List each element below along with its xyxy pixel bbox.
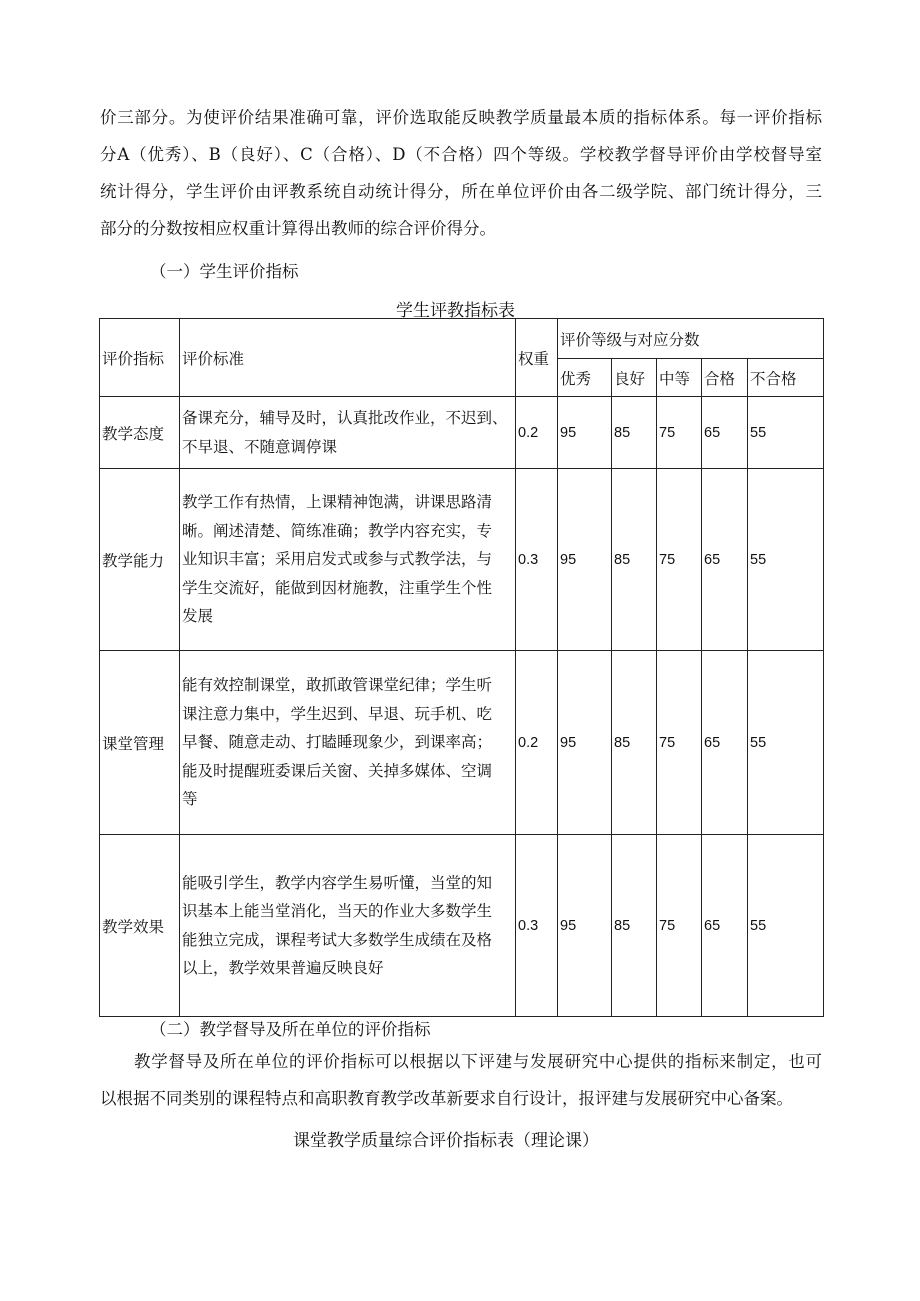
- row-score: 65: [702, 651, 748, 835]
- standard-line: 学生交流好，能做到因材施教，注重学生个性: [182, 578, 493, 597]
- row-score: 85: [612, 469, 657, 651]
- standard-line: 课注意力集中，学生迟到、早退、玩手机、吃: [182, 704, 493, 723]
- standard-line: 能独立完成，课程考试大多数学生成绩在及格: [182, 930, 493, 949]
- standard-line: 能吸引学生，教学内容学生易听懂，当堂的知: [182, 873, 493, 892]
- header-grade-group: 评价等级与对应分数: [558, 319, 824, 359]
- header-weight: 权重: [516, 319, 558, 397]
- standard-line: 能及时提醒班委课后关窗、关掉多媒体、空调: [182, 761, 493, 780]
- row-score: 55: [748, 397, 824, 469]
- header-indicator: 评价指标: [100, 319, 180, 397]
- header-standard: 评价标准: [180, 319, 516, 397]
- intro-line: 统计得分，学生评价由评教系统自动统计得分，所在单位评价由各二级学院、部门统计得分，三: [100, 182, 822, 201]
- intro-line: 部分的分数按相应权重计算得出教师的综合评价得分。: [100, 219, 496, 238]
- table-row: [100, 397, 824, 469]
- row-score: 65: [702, 835, 748, 1017]
- table-row: [100, 469, 824, 651]
- row-score: 75: [657, 651, 702, 835]
- row-score: 75: [657, 397, 702, 469]
- row-score: 55: [748, 469, 824, 651]
- row-score: 75: [657, 469, 702, 651]
- row-standard: [180, 397, 516, 469]
- intro-line: 价三部分。为使评价结果准确可靠，评价选取能反映教学质量最本质的指标体系。每一评价指标: [100, 108, 822, 127]
- table2-title: 课堂教学质量综合评价指标表（理论课）: [293, 1131, 599, 1151]
- standard-line: 识基本上能当堂消化，当天的作业大多数学生: [182, 902, 493, 920]
- row-weight: 0.2: [516, 651, 558, 835]
- row-score: 85: [612, 651, 657, 835]
- table-title: 学生评教指标表: [396, 301, 515, 321]
- row-score: 95: [558, 651, 612, 835]
- row-indicator: 课堂管理: [100, 651, 180, 835]
- intro-paragraph: [100, 99, 822, 247]
- standard-line: 能有效控制课堂，敢抓敢管课堂纪律；学生听: [182, 676, 493, 695]
- header-grade: 合格: [702, 359, 748, 397]
- header-grade: 中等: [657, 359, 702, 397]
- row-standard: [180, 651, 516, 835]
- row-standard: [180, 835, 516, 1017]
- row-weight: 0.3: [516, 469, 558, 651]
- row-score: 55: [748, 835, 824, 1017]
- supervision-paragraph: [100, 1043, 822, 1117]
- row-standard: [180, 469, 516, 651]
- standard-line: 业知识丰富；采用启发式或参与式教学法，与: [182, 550, 493, 569]
- standard-line: 等: [182, 790, 198, 809]
- row-score: 55: [748, 651, 824, 835]
- section-heading-student-evaluation: （一）学生评价指标: [150, 262, 299, 281]
- row-weight: 0.3: [516, 835, 558, 1017]
- standard-line: 教学工作有热情，上课精神饱满，讲课思路清: [182, 493, 493, 512]
- student-evaluation-table: [99, 318, 824, 1017]
- row-score: 95: [558, 835, 612, 1017]
- row-score: 75: [657, 835, 702, 1017]
- row-score: 95: [558, 469, 612, 651]
- row-score: 65: [702, 469, 748, 651]
- standard-line: 早餐、随意走动、打瞌睡现象少，到课率高；: [182, 733, 493, 752]
- header-grade: 优秀: [558, 359, 612, 397]
- row-indicator: 教学效果: [100, 835, 180, 1017]
- row-indicator: 教学能力: [100, 469, 180, 651]
- section-heading-supervision: （二）教学督导及所在单位的评价指标: [150, 1020, 431, 1039]
- header-grade: 良好: [612, 359, 657, 397]
- row-score: 95: [558, 397, 612, 469]
- row-indicator: 教学态度: [100, 397, 180, 469]
- standard-line: 晰。阐述清楚、简练准确；教学内容充实，专: [182, 521, 493, 540]
- table-header-row: [100, 319, 824, 359]
- standard-line: 以上，教学效果普遍反映良好: [182, 959, 384, 977]
- standard-line: 不早退、不随意调停课: [182, 437, 338, 456]
- row-score: 65: [702, 397, 748, 469]
- row-score: 85: [612, 397, 657, 469]
- paragraph-line: 教学督导及所在单位的评价指标可以根据以下评建与发展研究中心提供的指标来制定，也可: [134, 1052, 822, 1071]
- row-score: 85: [612, 835, 657, 1017]
- paragraph-line: 以根据不同类别的课程特点和高职教育教学改革新要求自行设计，报评建与发展研究中心备案。: [100, 1089, 793, 1108]
- header-grade: 不合格: [748, 359, 824, 397]
- intro-line: 分A（优秀）、B（良好）、C（合格）、D（不合格）四个等级。学校教学督导评价由学校督导室: [100, 145, 822, 164]
- table-row: [100, 835, 824, 1017]
- row-weight: 0.2: [516, 397, 558, 469]
- standard-line: 备课充分，辅导及时，认真批改作业，不迟到、: [182, 409, 508, 427]
- standard-line: 发展: [182, 607, 214, 626]
- table-row: [100, 651, 824, 835]
